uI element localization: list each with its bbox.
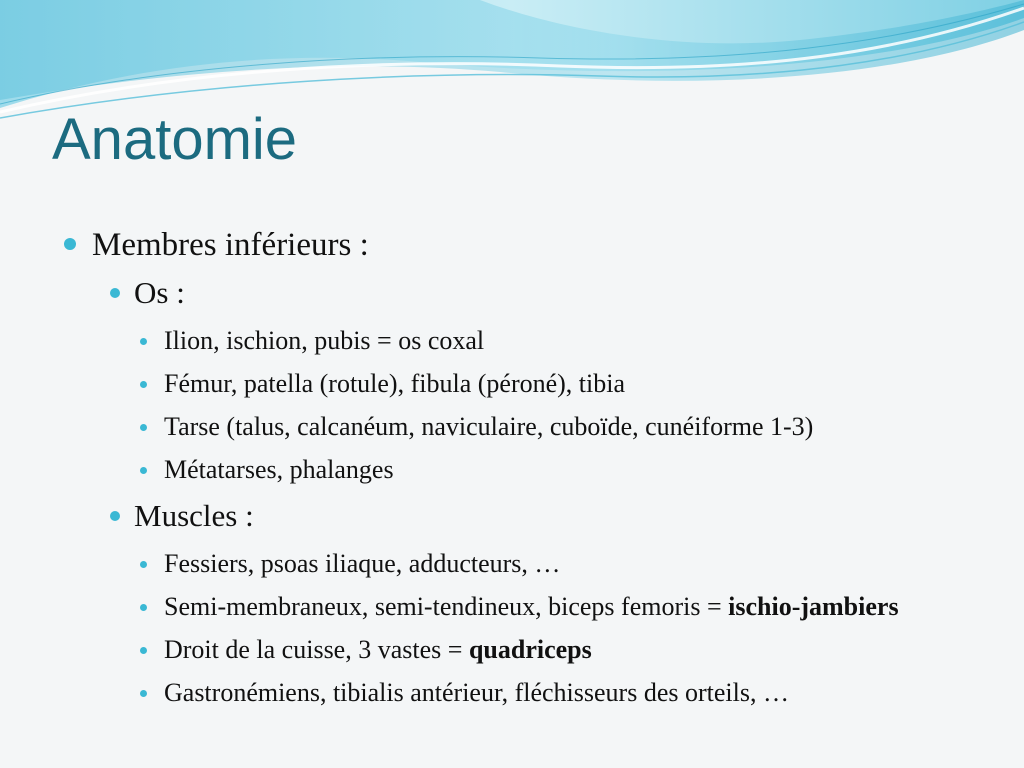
section-label: Membres inférieurs : xyxy=(92,227,369,263)
slide-title: Anatomie xyxy=(52,107,298,172)
list-item-bold-term: ischio-jambiers xyxy=(728,592,899,621)
bullet-icon xyxy=(140,424,147,431)
list-item xyxy=(60,323,964,359)
list-item xyxy=(60,409,964,445)
list-item-text: Fémur, patella (rotule), fibula (péroné), tibia xyxy=(164,369,626,398)
list-item xyxy=(60,632,964,668)
list-item xyxy=(60,675,964,711)
list-item-text: Ilion, ischion, pubis = os coxal xyxy=(164,326,485,355)
list-item-bold-term: quadriceps xyxy=(468,635,592,664)
list-item xyxy=(60,452,964,488)
bullet-icon xyxy=(110,288,120,298)
list-item-text: Semi-membraneux, semi-tendineux, biceps femoris = xyxy=(164,592,729,621)
bullet-icon xyxy=(140,467,147,474)
list-item xyxy=(60,589,964,625)
bullet-icon xyxy=(64,238,76,250)
bullet-list xyxy=(60,222,960,711)
bullet-icon xyxy=(140,690,147,697)
group-label: Os : xyxy=(134,275,185,310)
list-item-text: Gastronémiens, tibialis antérieur, fléchisseurs des orteils, … xyxy=(164,678,789,707)
bullet-icon xyxy=(140,647,147,654)
bullet-icon xyxy=(140,338,147,345)
list-item-text: Droit de la cuisse, 3 vastes = xyxy=(164,635,469,664)
list-item-text: Fessiers, psoas iliaque, adducteurs, … xyxy=(164,549,561,578)
group-heading-muscles xyxy=(60,491,960,541)
list-item-text: Métatarses, phalanges xyxy=(164,455,394,484)
list-item xyxy=(60,546,964,582)
bullet-icon xyxy=(140,381,147,388)
bullet-icon xyxy=(140,561,147,568)
bullet-icon xyxy=(110,511,120,521)
list-item-text: Tarse (talus, calcanéum, naviculaire, cuboïde, cunéiforme 1-3) xyxy=(164,412,814,441)
section-heading xyxy=(60,222,960,268)
group-label: Muscles : xyxy=(134,498,254,533)
bullet-icon xyxy=(140,604,147,611)
group-heading-os xyxy=(60,268,960,318)
list-item xyxy=(60,366,964,402)
